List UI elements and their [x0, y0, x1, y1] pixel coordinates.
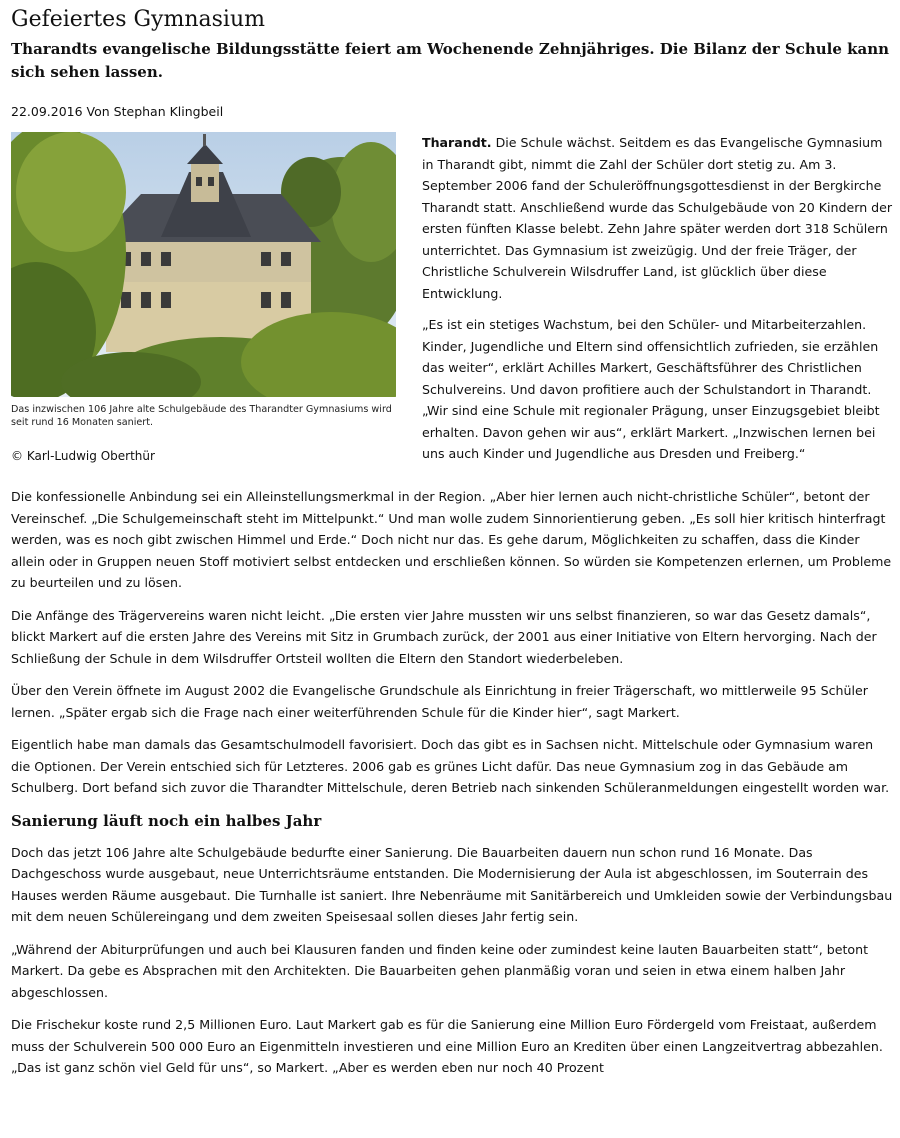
section-paragraph: „Während der Abiturprüfungen und auch bei Klausuren fanden und finden keine oder zumindest keine lauten Bauarbeiten statt“, betont Markert. Da gebe es Absprachen mit den Architekten. Die Bauarbeiten gehen planmäßig voran und seien in etwa einem halben Jahr abgeschlossen. [11, 941, 869, 1000]
section-paragraph: Die Frischekur koste rund 2,5 Millionen Euro. Laut Markert gab es für die Sanierung eine Million Euro Fördergeld vom Freistaat, außerdem muss der Schulverein 500 000 Euro an Eigenmitteln investieren und eine Million Euro an Krediten über einen Langzeitvertrag abbezahlen. „Das ist ganz schön viel Geld für uns“, so Markert. „Aber es werden eben nur noch 40 Prozent [11, 1017, 883, 1075]
body-paragraph: Eigentlich habe man damals das Gesamtschulmodell favorisiert. Doch das gibt es in Sachsen nicht. Mittelschule oder Gymnasium waren die Optionen. Der Verein entschied sich für Letzteres. 2006 gab es grünes Licht dafür. Das neue Gymnasium zog in das Gebäude am Schulberg. Dort befand sich zuvor die Tharandter Mittelschule, deren Betrieb nach sinkenden Schüleranmeldungen eingestellt worden war. [11, 737, 890, 795]
image-caption: Das inzwischen 106 Jahre alte Schulgebäude des Tharandter Gymnasiums wird seit rund 16 Monaten saniert. [11, 404, 392, 428]
quote-paragraph: „Es ist ein stetiges Wachstum, bei den Schüler- und Mitarbeiterzahlen. Kinder, Jugendliche und Eltern sind offensichtlich zufrieden, sie erzählen das weiter“, erklärt Achilles Markert, Geschäftsführer des Christlichen Schulvereins. Und davon profitiere auch der Schulstandort in Tharandt. „Wir sind eine Schule mit regionaler Prägung, unser Einzugsgebiet bleibt erhalten. Davon gehen wir aus“, erklärt Markert. „Inzwischen lernen bei uns auch Kinder und Jugendliche aus Dresden und Freiberg.“ [422, 317, 880, 461]
school-building-photo [11, 132, 396, 397]
lead-text: Die Schule wächst. Seitdem es das Evangelische Gymnasium in Tharandt gibt, nimmt die Zahl der Schüler dort stetig zu. Am 3. September 2006 fand der Schuleröffnungsgottesdienst in der Bergkirche Tharandt statt. Anschließend wurde das Schulgebäude von 20 Kindern der ersten fünften Klasse belebt. Zehn Jahre später werden dort 318 Schülern unterrichtet. Das Gymnasium ist zweizügig. Und der freie Träger, der Christliche Schulverein Wilsdruffer Land, ist glücklich über diese Entwicklung. [422, 135, 893, 301]
section-paragraph: Doch das jetzt 106 Jahre alte Schulgebäude bedurfte einer Sanierung. Die Bauarbeiten dauern nun schon rund 16 Monate. Das Dachgeschoss wurde ausgebaut, neue Unterrichtsräume entstanden. Die Modernisierung der Aula ist abgeschlossen, im Souterrain des Hauses werden Räume ausgebaut. Die Turnhalle ist saniert. Ihre Nebenräume mit Sanitärbereich und Umkleiden sowie der Verbindungsbau mit dem neuen Schülereingang und dem zweiten Speisesaal sollen dieses Jahr fertig sein. [11, 844, 893, 924]
article [11, 0, 895, 1090]
lead-paragraph [422, 132, 896, 304]
article-subtitle: Tharandts evangelische Bildungsstätte feiert am Wochenende Zehnjähriges. Die Bilanz der Schule kann sich sehen lassen. [11, 40, 890, 81]
body-paragraph: Die Anfänge des Trägervereins waren nicht leicht. „Die ersten vier Jahre mussten wir uns selbst finanzieren, so war das Gesetz damals“, blickt Markert auf die ersten Jahre des Vereins mit Sitz in Grumbach zurück, der 2001 aus einer Initiative von Eltern hervorging. Nach der Schließung der Schule in dem Wilsdruffer Ortsteil wollten die Eltern den Standort wiederbeleben. [11, 607, 877, 666]
section-heading: Sanierung läuft noch ein halbes Jahr [11, 811, 322, 830]
body-paragraph: Die konfessionelle Anbindung sei ein Alleinstellungsmerkmal in der Region. „Aber hier lernen auch nicht-christliche Schüler“, betont der Vereinschef. „Die Schulgemeinschaft steht im Mittelpunkt.“ Und man wolle zudem Sinnorientierung geben. „Es soll hier kritisch hinterfragt werden, was es noch gibt zwischen Himmel und Erde.“ Doch nicht nur das. Es gehe darum, Möglichkeiten zu schaffen, dass die Kinder allein oder in Gruppen neuen Stoff motiviert selbst entdecken und erschließen können. So würden sie Kompetenzen erlernen, um Probleme zu beurteilen und zu lösen. [11, 489, 892, 590]
school-building-illustration [11, 132, 396, 397]
body-paragraph: Über den Verein öffnete im August 2002 die Evangelische Grundschule als Einrichtung in freier Trägerschaft, wo mittlerweile 95 Schüler lernen. „Später ergab sich die Frage nach einer weiterführenden Schule für die Kinder hier“, sagt Markert. [11, 683, 868, 720]
article-body [11, 486, 895, 1079]
article-figure [11, 132, 396, 463]
dateline: Tharandt. [422, 135, 492, 150]
article-top-section [11, 132, 895, 484]
lead-column [422, 132, 896, 475]
article-title: Gefeiertes Gymnasium [11, 7, 265, 32]
article-byline: 22.09.2016 Von Stephan Klingbeil [11, 104, 224, 119]
image-credit: © Karl-Ludwig Oberthür [11, 449, 155, 463]
